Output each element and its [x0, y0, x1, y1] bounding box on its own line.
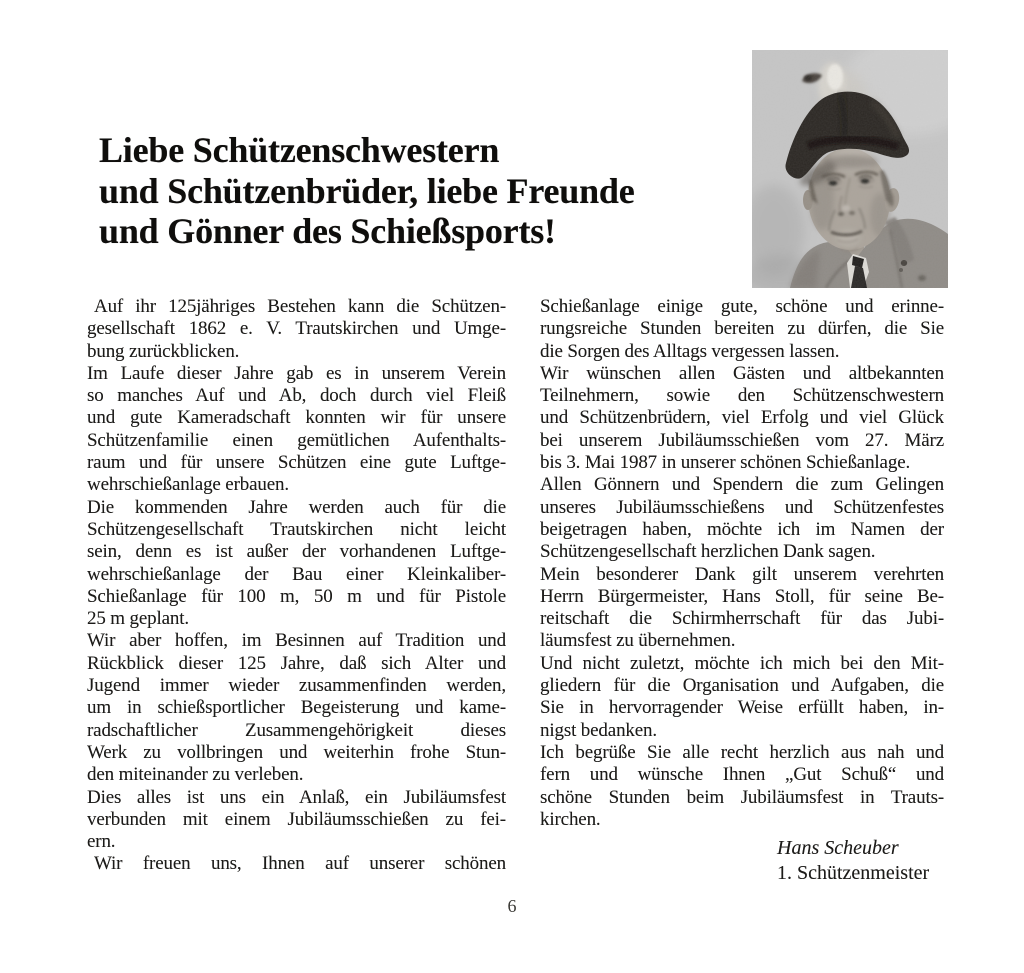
text-line: unseres Jubiläumsschießens und Schützenfestes	[540, 496, 944, 518]
text-line: die Sorgen des Alltags vergessen lassen.	[540, 340, 840, 362]
text-line: 25 m geplant.	[87, 608, 190, 630]
page-headline	[99, 130, 759, 252]
text-line: bei unserem Jubiläumsschießen vom 27. März	[540, 429, 944, 451]
text-line: Schützenfamilie einen gemütlichen Aufenthalts-	[87, 429, 506, 451]
text-line: raum und für unsere Schützen eine gute Luftge-	[87, 452, 506, 474]
text-line: Jugend immer wieder zusammenfinden werden,	[87, 675, 506, 697]
text-line: nigst bedanken.	[540, 719, 658, 741]
headline-line: und Schützenbrüder, liebe Freunde	[99, 170, 635, 211]
portrait-photo	[752, 50, 948, 288]
text-line: Dies alles ist uns ein Anlaß, ein Jubiläumsfest	[87, 786, 506, 808]
text-line: gesellschaft 1862 e. V. Trautskirchen und Umge-	[87, 318, 506, 340]
text-line: kirchen.	[540, 808, 601, 830]
text-line: Schießanlage für 100 m, 50 m und für Pistole	[87, 585, 506, 607]
text-line: Die kommenden Jahre werden auch für die	[87, 496, 506, 518]
signature-name: Hans Scheuber	[777, 837, 899, 859]
text-line: Allen Gönnern und Spendern die zum Gelingen	[540, 474, 944, 496]
text-line: Rückblick dieser 125 Jahre, daß sich Alter und	[87, 652, 506, 674]
text-line: Werk zu vollbringen und weiterhin frohe Stun-	[87, 741, 506, 763]
text-line: wehrschießanlage erbauen.	[87, 474, 289, 496]
headline-line: und Gönner des Schießsports!	[99, 211, 556, 251]
text-line: Herrn Bürgermeister, Hans Stoll, für seine Be-	[540, 585, 944, 607]
text-line: gliedern für die Organisation und Aufgaben, die	[540, 675, 944, 697]
text-line: schöne Stunden beim Jubiläumsfest in Trauts-	[540, 786, 944, 808]
page-number: 6	[507, 896, 517, 916]
text-line: läumsfest zu übernehmen.	[540, 630, 736, 652]
text-line: Ich begrüße Sie alle recht herzlich aus nah und	[540, 741, 944, 763]
text-line: rungsreiche Stunden bereiten zu dürfen, die Sie	[540, 318, 944, 340]
text-line: Wir aber hoffen, im Besinnen auf Tradition und	[87, 630, 506, 652]
text-line: Im Laufe dieser Jahre gab es in unserem Verein	[87, 362, 506, 384]
text-line: reitschaft die Schirmherrschaft für das Jubi-	[540, 608, 944, 630]
headline-line: Liebe Schützenschwestern	[99, 130, 500, 170]
text-line: Schützengesellschaft Trautskirchen nicht leicht	[87, 518, 506, 540]
text-line: Mein besonderer Dank gilt unserem verehrten	[540, 563, 944, 585]
text-line: so manches Auf und Ab, doch durch viel Fleiß	[87, 385, 506, 407]
text-line: bung zurückblicken.	[87, 340, 240, 362]
text-line: Wir wünschen allen Gästen und altbekannten	[540, 362, 944, 384]
left-column	[87, 296, 506, 876]
text-line: Schützengesellschaft herzlichen Dank sagen.	[540, 541, 876, 563]
text-line: Sie in hervorragender Weise erfüllt haben, in-	[540, 697, 944, 719]
text-line: fern und wünsche Ihnen „Gut Schuß“ und	[540, 764, 944, 786]
text-line: beigetragen haben, möchte ich im Namen der	[540, 518, 944, 540]
text-line: verbunden mit einem Jubiläumsschießen zu fei-	[87, 808, 506, 830]
text-line: radschaftlicher Zusammengehörigkeit dieses	[87, 719, 506, 741]
text-line: Auf ihr 125jähriges Bestehen kann die Schützen-	[94, 296, 506, 317]
text-line: Wir freuen uns, Ihnen auf unserer schönen	[94, 853, 506, 875]
text-line: wehrschießanlage der Bau einer Kleinkaliber-	[87, 563, 506, 585]
text-line: ern.	[87, 831, 116, 853]
text-line: und gute Kameradschaft konnten wir für unsere	[87, 407, 506, 429]
text-line: und Schützenbrüdern, viel Erfolg und viel Glück	[540, 407, 944, 429]
text-line: Und nicht zuletzt, möchte ich mich bei den Mit-	[540, 652, 944, 674]
text-line: Teilnehmern, sowie den Schützenschwestern	[540, 385, 944, 407]
signature-title: 1. Schützenmeister	[777, 862, 930, 884]
text-line: Schießanlage einige gute, schöne und erinne-	[540, 296, 944, 317]
text-line: um in schießsportlicher Begeisterung und kame-	[87, 697, 506, 719]
text-line: sein, denn es ist außer der vorhandenen Luftge-	[87, 541, 506, 563]
signature-block	[777, 836, 929, 886]
photo-grain	[752, 50, 948, 288]
text-line: bis 3. Mai 1987 in unserer schönen Schießanlage.	[540, 452, 911, 474]
text-line: den miteinander zu verleben.	[87, 764, 304, 786]
right-column	[540, 296, 944, 831]
